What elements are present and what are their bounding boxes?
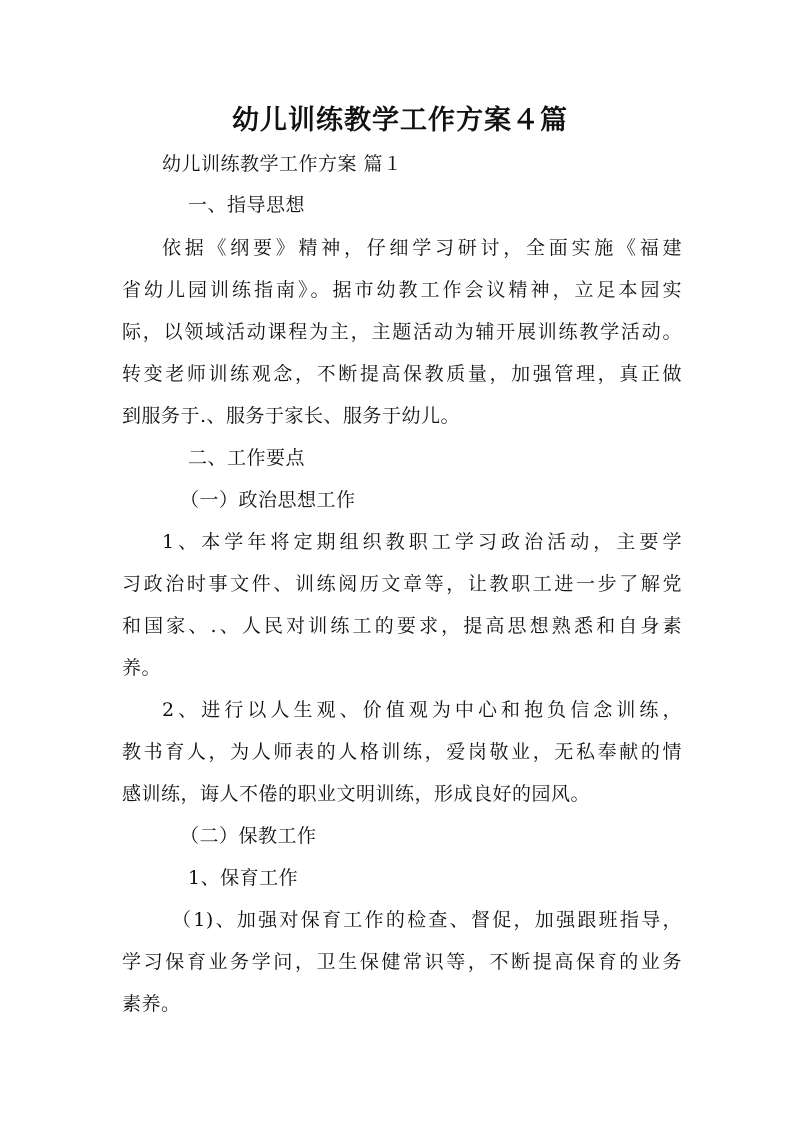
heading-guiding-thought: 一、指导思想 xyxy=(188,194,306,216)
paragraph-line: 感训练，诲人不倦的职业文明训练，形成良好的园风。 xyxy=(122,783,591,805)
section-subtitle: 幼儿训练教学工作方案 篇１ xyxy=(162,153,403,175)
paragraph-line: 和国家、.、人民对训练工的要求，提高思想熟悉和自身素 xyxy=(122,615,682,637)
paragraph-line: 际，以领域活动课程为主，主题活动为辅开展训练教学活动。 xyxy=(122,321,682,343)
paragraph-line: （1)、加强对保育工作的检查、督促，加强跟班指导， xyxy=(172,909,682,931)
paragraph-line: 养。 xyxy=(122,657,162,679)
subheading-teaching-work: （二）保教工作 xyxy=(180,825,317,847)
subheading-political-work: （一）政治思想工作 xyxy=(180,489,356,511)
paragraph-line: 依据《纲要》精神，仔细学习研讨，全面实施《福建 xyxy=(162,237,682,259)
heading-work-points: 二、工作要点 xyxy=(188,447,306,469)
paragraph-line: 转变老师训练观念，不断提高保教质量，加强管理，真正做 xyxy=(122,363,682,385)
paragraph-line: 学习保育业务学问，卫生保健常识等，不断提高保育的业务 xyxy=(122,951,682,973)
paragraph-line: 习政治时事文件、训练阅历文章等，让教职工进一步了解党 xyxy=(122,573,682,595)
paragraph-line: 素养。 xyxy=(122,993,181,1015)
paragraph-line: 2、进行以人生观、价值观为中心和抱负信念训练， xyxy=(162,699,682,721)
paragraph-line: 省幼儿园训练指南》。据市幼教工作会议精神，立足本园实 xyxy=(122,279,682,301)
paragraph-line: 教书育人，为人师表的人格训练，爱岗敬业，无私奉献的情 xyxy=(122,741,682,763)
paragraph-line: 1、本学年将定期组织教职工学习政治活动，主要学 xyxy=(162,531,682,553)
paragraph-line: 到服务于.、服务于家长、服务于幼儿。 xyxy=(122,405,461,427)
document-title: 幼儿训练教学工作方案４篇 xyxy=(232,105,568,136)
subheading-childcare-work: 1、保育工作 xyxy=(188,867,299,889)
